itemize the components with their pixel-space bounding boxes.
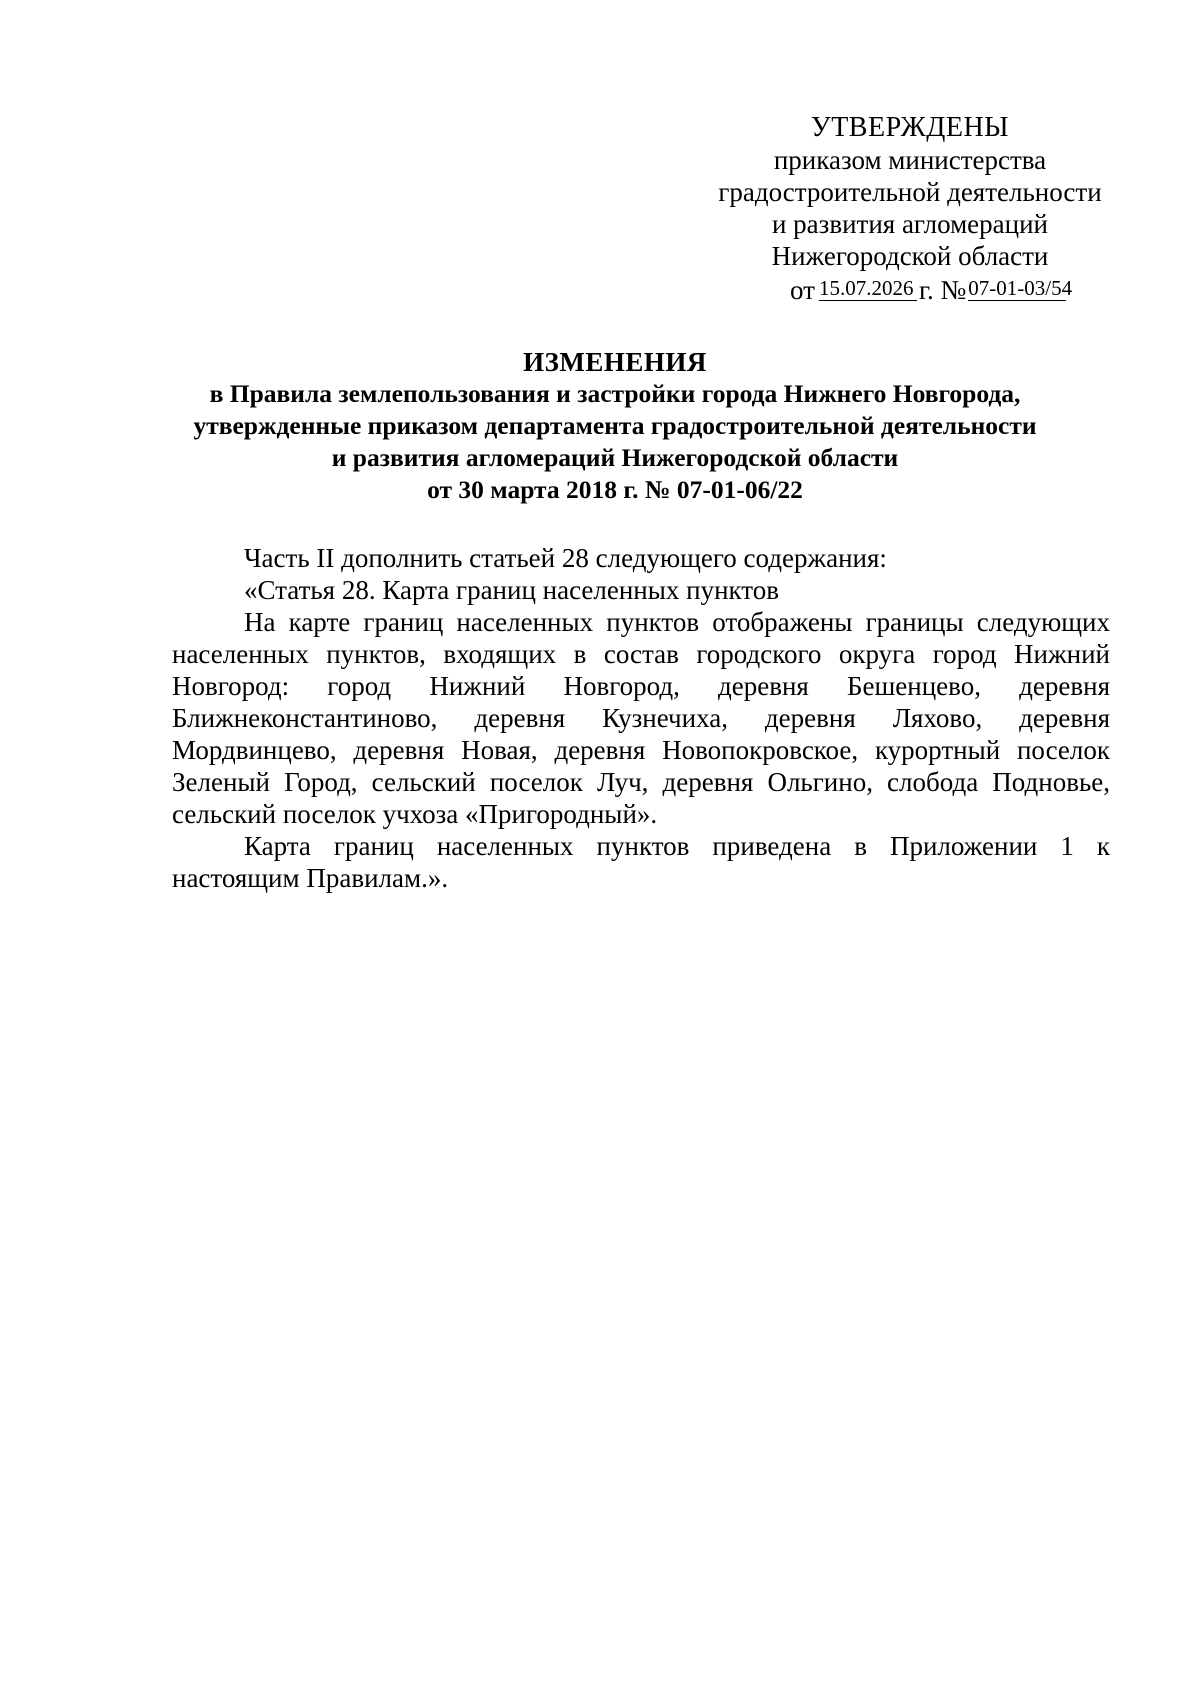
body-paragraph-1: Часть II дополнить статьей 28 следующего содержания: [244,543,887,573]
order-prefix: от [790,275,815,305]
approval-line-2: градостроительной деятельности [718,177,1102,207]
order-reference [790,274,1073,306]
heading-line-4: от 30 марта 2018 г. № 07-01-06/22 [427,475,803,504]
approval-line-1: приказом министерства [773,145,1047,175]
document-heading [150,346,1080,506]
body-paragraph-2: «Статья 28. Карта границ населенных пунктов [244,575,779,605]
order-number: 07-01-03/54 [968,276,1073,300]
heading-line-3: и развития агломераций Нижегородской области [331,443,899,472]
approval-line-4: Нижегородской области [771,241,1049,271]
body-paragraph-4: Карта границ населенных пунктов приведена в Приложении 1 к настоящим Правилам.». [172,831,1110,893]
approval-line-3: и развития агломераций [771,209,1048,239]
approval-title: УТВЕРЖДЕНЫ [810,112,1010,143]
heading-line-2: утвержденные приказом департамента градостроительной деятельности [193,411,1037,440]
order-date: 15.07.2026 [819,276,917,301]
body-paragraph-3: На карте границ населенных пунктов отображены границы следующих населенных пунктов, входящих в состав городского округа город Нижний Новгород: город Нижний Новгород, деревня Бешенцево, деревня Ближнеконстантиново, деревня Кузнечиха, деревня Ляхово, деревня Мордвинцево, деревня Новая, деревня Новопокровское, курортный поселок Зеленый Город, сельский поселок Луч, деревня Ольгино, слобода Подновье, сельский поселок учхоза «Пригородный». [172,607,1110,829]
document-body [172,542,1110,894]
order-year-suffix: г. [918,275,934,305]
approval-block [700,112,1120,272]
order-number-sign: № [940,275,967,305]
heading-title: ИЗМЕНЕНИЯ [523,347,707,377]
heading-line-1: в Правила землепользования и застройки города Нижнего Новгорода, [209,379,1021,408]
